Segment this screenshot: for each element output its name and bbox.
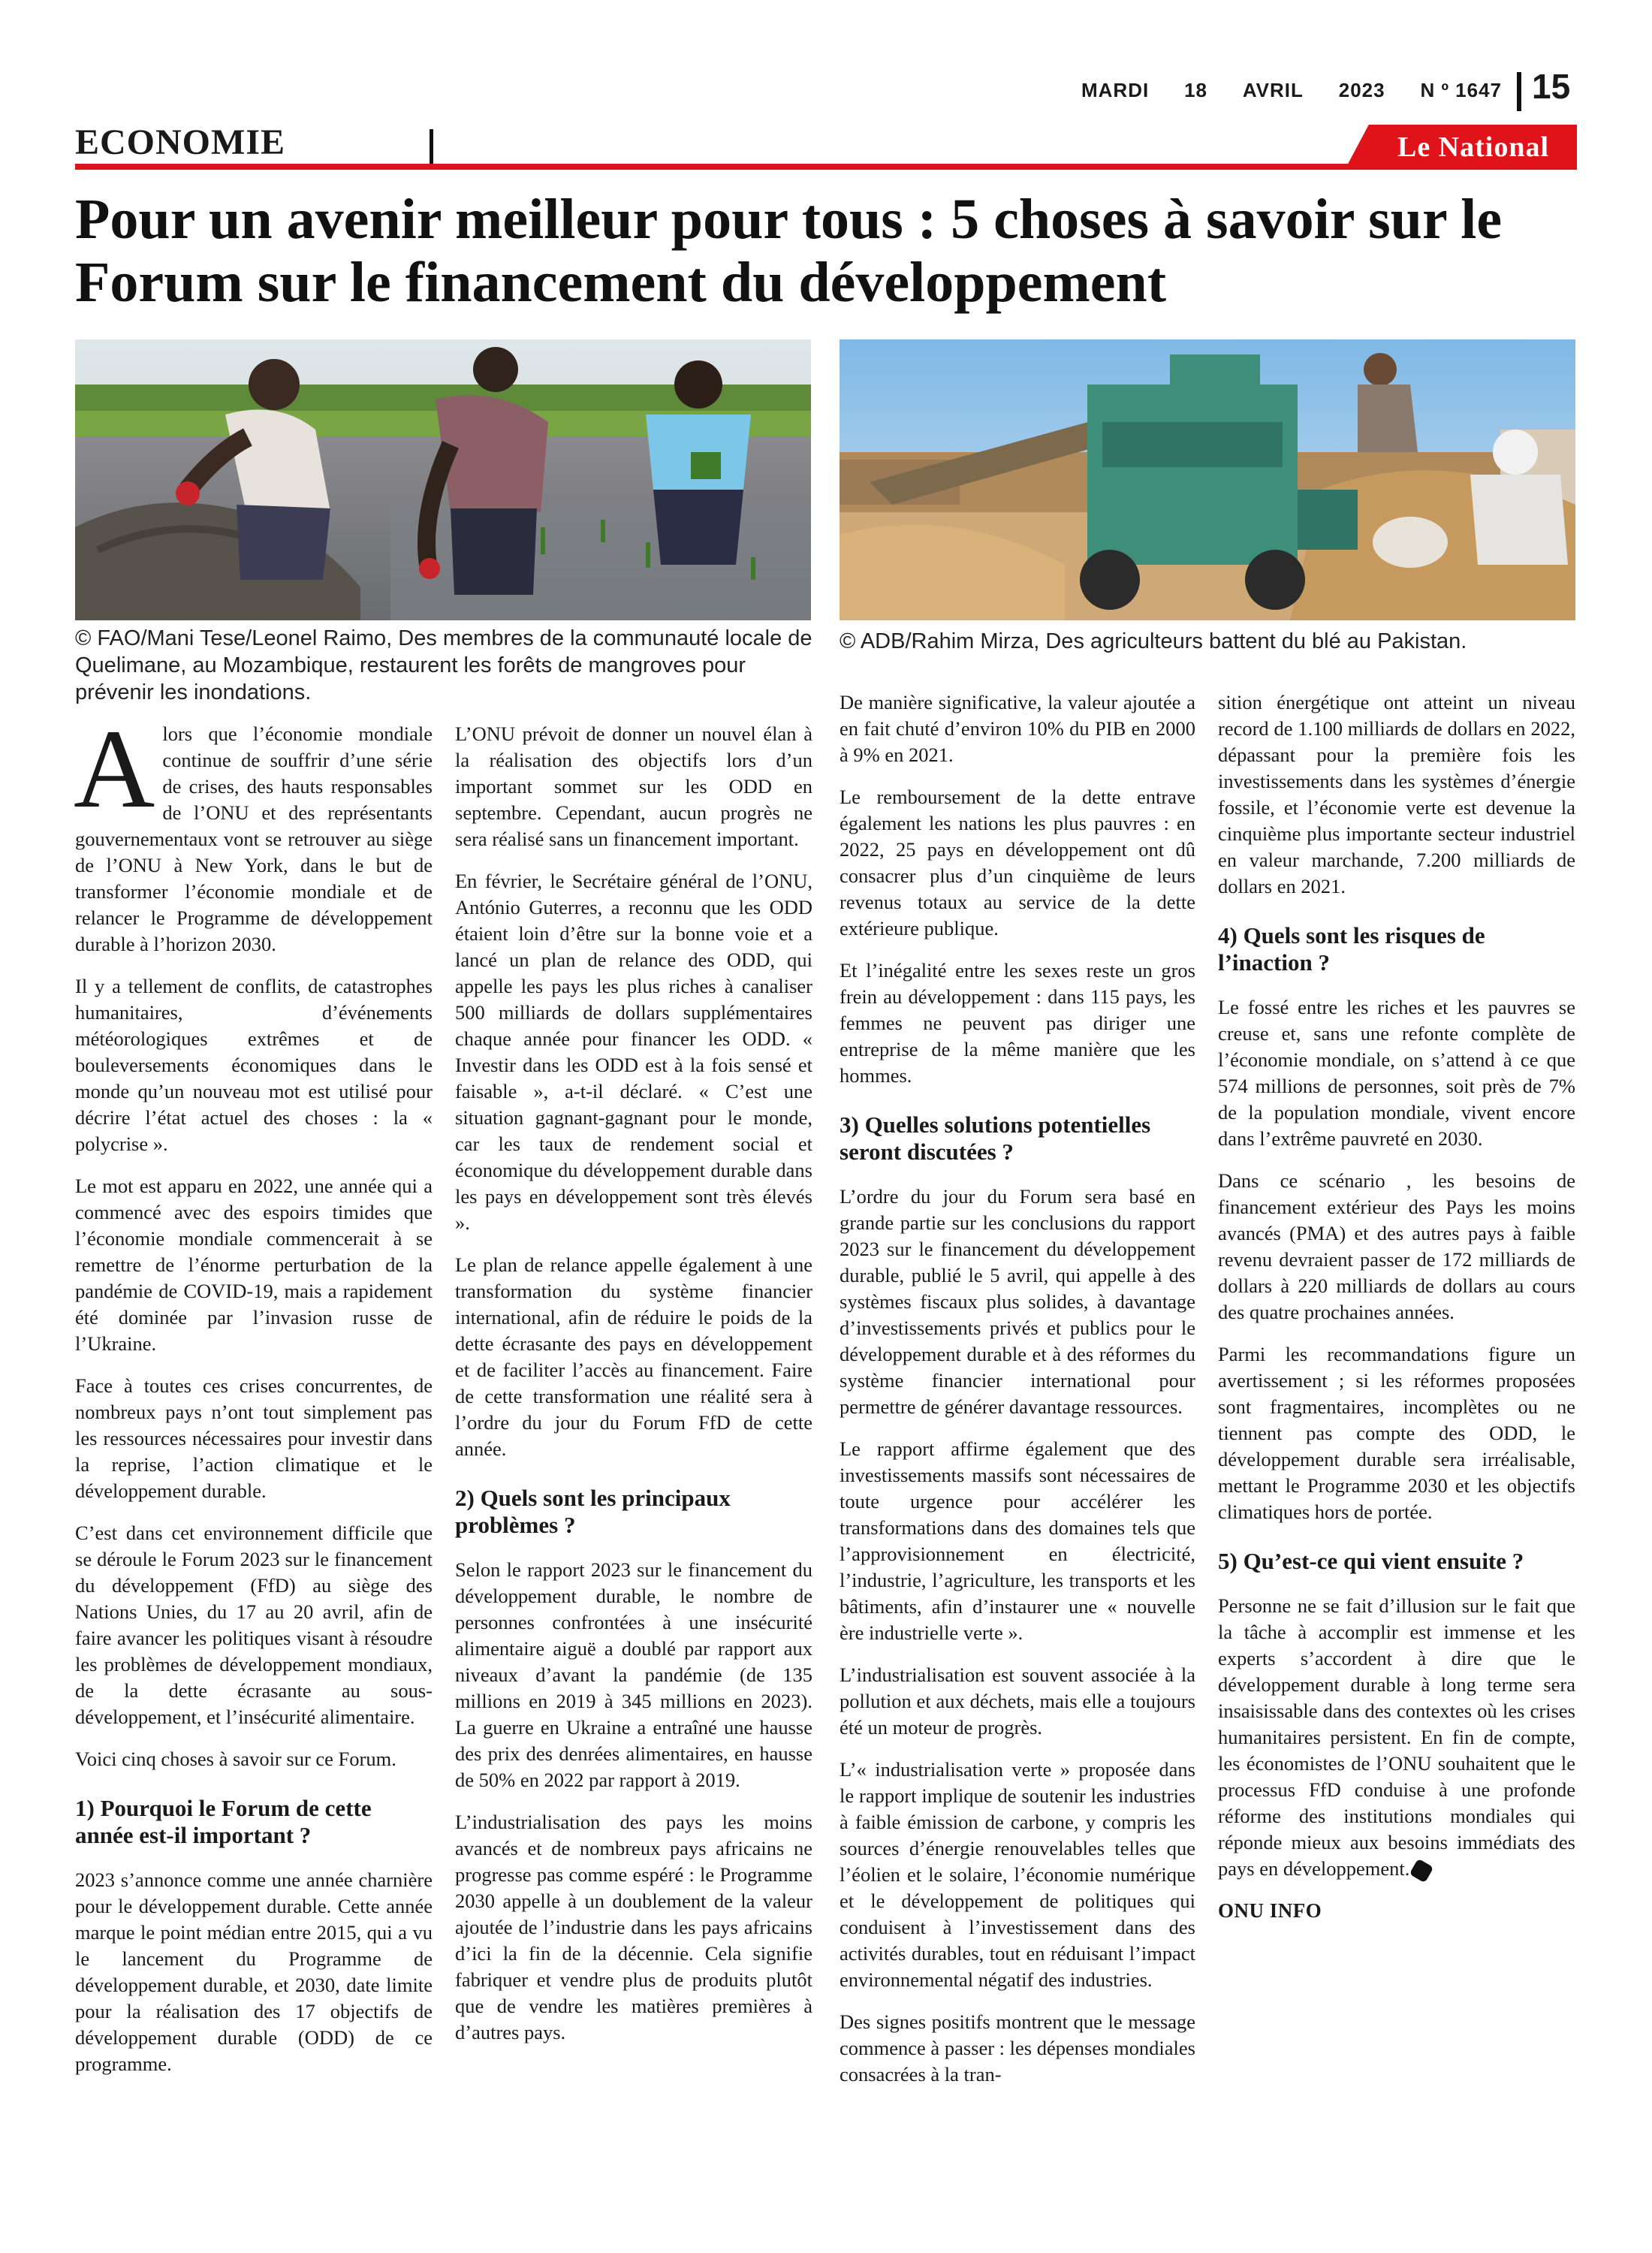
subheading-4: 4) Quels sont les risques de l’inaction ? — [1218, 922, 1485, 976]
article-headline: Pour un avenir meilleur pour tous : 5 choses à savoir sur le Forum sur le financement du développement — [75, 188, 1503, 314]
subheading-2: 2) Quels sont les principaux problèmes ? — [455, 1485, 731, 1538]
article-paragraph: En février, le Secrétaire général de l’ONU, António Guterres, a reconnu que les ODD étaient loin d’être sur la bonne voie et a lancé un plan de relance des ODD, qui appelle les pays les plus riches à canaliser 500 milliards de dollars supplémentaires chaque année pour financer les ODD. « Investir dans les ODD est à la fois sensé et faisable », a-t-il déclaré. « C’est une situation gagnant-gagnant pour le monde, car les taux de rendement social et économique du développement durable dans les pays en développement sont très élevés ». — [455, 870, 812, 1234]
article-column-3 — [840, 689, 1195, 2104]
article-paragraph: Personne ne se fait d’illusion sur le fait que la tâche à accomplir est immense et les experts s’accordent à dire que le développement durable à long terme sera insaisissable dans des contextes où les crises humanitaires persistent. En fin de compte, les économistes de l’ONU souhaitent que le processus FfD conduise à une profonde réforme des institutions mondiales qui réponde mieux aux besoins immédiats des pays en développement. — [1218, 1593, 1575, 1882]
page-number: 15 — [1532, 67, 1571, 106]
article-paragraph: sition énergétique ont atteint un niveau record de 1.100 milliards de dollars en 2022, dépassant pour la première fois les investissements dans les systèmes d’énergie fossile, et l’économie verte est devenue la cinquième plus importante secteur industriel en valeur marchande, 7.200 milliards de dollars en 2021. — [1218, 691, 1575, 897]
section-label: ECONOMIE — [75, 122, 286, 162]
article-paragraph: L’ONU prévoit de donner un nouvel élan à la réalisation des objectifs lors d’un important sommet sur les ODD en septembre. Cependant, aucun progrès ne sera réalisé sans un financement important. — [455, 722, 812, 850]
article-paragraph: Le fossé entre les riches et les pauvres se creuse et, sans une refonte complète de l’économie mondiale, on s’attend à ce que 574 millions de personnes, soit près de 7% de la population mondiale, vivent encore dans l’extrême pauvreté en 2030. — [1218, 996, 1575, 1150]
photo-wheat-threshing — [840, 339, 1575, 620]
issue-date-number: 18 — [1184, 78, 1207, 101]
article-paragraph: L’industrialisation des pays les moins avancés et de nombreux pays africains ne progresse pas comme espéré : le Programme 2030 appelle à un doublement de la valeur ajoutée de l’industrie dans les pays africains d’ici la fin de la décennie. Cela signifie fabriquer et vendre plus de produits plutôt que de vendre les matières premières à d’autres pays. — [455, 1811, 812, 2043]
article-paragraph: C’est dans cet environnement difficile que se déroule le Forum 2023 sur le financement du développement (FfD) au siège des Nations Unies, du 17 au 20 avril, afin de faire avancer les politiques visant à résoudre les problèmes de développement mondiaux, de la dette écrasante au sous-développement, et l’insécurité alimentaire. — [75, 1522, 433, 1728]
article-paragraph: Voici cinq choses à savoir sur ce Forum. — [75, 1748, 396, 1770]
article-column-4 — [1218, 689, 1575, 1940]
issue-info — [1081, 71, 1502, 109]
article-paragraph: Face à toutes ces crises concurrentes, de nombreux pays n’ont tout simplement pas les ressources nécessaires pour investir dans la reprise, l’action climatique et le développement durable. — [75, 1374, 433, 1502]
article-paragraph: Le plan de relance appelle également à une transformation du système financier international, afin de réduire le poids de la dette écrasante des pays en développement et de faciliter l’accès au financement. Faire de cette transformation une réalité sera à l’ordre du jour du Forum FfD de cette année. — [455, 1253, 812, 1460]
article-column-2 — [455, 721, 812, 2061]
article-paragraph: Et l’inégalité entre les sexes reste un gros frein au développement : dans 115 pays, les femmes ne peuvent pas diriger une entreprise de la même manière que les hommes. — [840, 959, 1195, 1087]
article-paragraph: De manière significative, la valeur ajoutée a en fait chuté d’environ 10% du PIB en 2000 à 9% en 2021. — [840, 691, 1195, 766]
drop-cap: A — [74, 707, 155, 831]
article-column-1 — [74, 707, 433, 2093]
article-paragraph: Il y a tellement de conflits, de catastrophes humanitaires, d’événements météorologiques extrêmes et de bouleversements économiques dans le monde qu’un nouveau mot est utilisé pour décrire l’état actuel des choses : la « polycrise ». — [75, 975, 433, 1155]
article-paragraph: L’industrialisation est souvent associée à la pollution et aux déchets, mais elle a toujours été un moteur de progrès. — [840, 1663, 1195, 1739]
article-paragraph: L’« industrialisation verte » proposée dans le rapport implique de soutenir les industries à faible émission de carbone, y compris les sources d’énergie renouvelables telles que l’éolien et le solaire, l’économie numérique et le développement de politiques qui conduisent à l’investissement dans des activités durables, tout en réduisant l’impact environnemental négatif des industries. — [840, 1758, 1195, 1991]
article-paragraph: 2023 s’annonce comme une année charnière pour le développement durable. Cette année marque le point médian entre 2015, qui a vu le lancement du Programme de développement durable, et 2030, date limite pour la réalisation des 17 objectifs de développement durable (ODD) de ce programme. — [75, 1868, 433, 2075]
article-source: ONU INFO — [1218, 1899, 1322, 1922]
article-paragraph: Le mot est apparu en 2022, une année qui a commencé avec des espoirs timides que l’économie mondiale commencerait à se remettre de l’énorme perturbation de la pandémie de COVID-19, mais a rapidement été dominée par l’invasion russe de l’Ukraine. — [75, 1175, 433, 1355]
article-paragraph: Le rapport affirme également que des investissements massifs sont nécessaires de toute urgence pour accélérer les transformations dans des domaines tels que l’approvisionnement en électricité, l’industrie, l’agriculture, les transports et les bâtiments, afin d’instaurer une « nouvelle ère industrielle verte ». — [840, 1437, 1195, 1644]
article-paragraph: Parmi les recommandations figure un avertissement ; si les réformes proposées sont fragmentaires, incomplètes ou ne tiennent pas compte des ODD, le développement durable sera irréalisable, mettant le Programme 2030 et les objectifs climatiques hors de portée. — [1218, 1343, 1575, 1523]
article-paragraph: Alors que l’économie mondiale continue de souffrir d’une série de crises, des hauts responsables de l’ONU et des représentants gouvernementaux vont se retrouver au siège de l’ONU à New York, dans le but de transformer l’économie mondiale et de relancer le Programme de développement durable à l’horizon 2030. — [74, 707, 433, 955]
subheading-3: 3) Quelles solutions potentielles seront discutées ? — [840, 1111, 1151, 1165]
threshing-photo-illustration — [840, 339, 1575, 620]
section-divider — [430, 129, 433, 164]
photo-caption-left: © FAO/Mani Tese/Leonel Raimo, Des membres de la communauté locale de Quelimane, au Mozambique, restaurent les forêts de mangroves pour prévenir les inondations. — [75, 626, 812, 704]
issue-number: N º 1647 — [1420, 78, 1502, 101]
page-number-divider — [1517, 72, 1521, 111]
article-paragraph: Le remboursement de la dette entrave également les nations les plus pauvres : en 2022, 25 pays en développement ont dû consacrer plus d’un cinquième de leurs revenus totaux au service de la dette extérieure publique. — [840, 786, 1195, 940]
subheading-5: 5) Qu’est-ce qui vient ensuite ? — [1218, 1548, 1524, 1574]
article-paragraph: Des signes positifs montrent que le message commence à passer : les dépenses mondiales consacrées à la tran- — [840, 2010, 1195, 2086]
article-paragraph: Selon le rapport 2023 sur le financement du développement durable, le nombre de personnes confrontées à une insécurité alimentaire aiguë a doublé par rapport aux niveaux d’avant la pandémie (de 135 millions en 2019 à 345 millions en 2023). La guerre en Ukraine a entraîné une hausse des prix des denrées alimentaires, en hausse de 50% en 2022 par rapport à 2019. — [455, 1558, 812, 1791]
article-paragraph: Dans ce scénario , les besoins de financement extérieur des Pays les moins avancés (PMA) et des autres pays à faible revenu devraient passer de 172 milliards de dollars à 220 milliards de dollars au cours des quatre prochaines années. — [1218, 1169, 1575, 1323]
issue-day: MARDI — [1081, 78, 1150, 101]
brand-name: Le National — [1397, 131, 1550, 163]
mangrove-photo-illustration — [75, 339, 811, 620]
photo-mangrove-restoration — [75, 339, 811, 620]
issue-year: 2023 — [1338, 78, 1385, 101]
subheading-1: 1) Pourquoi le Forum de cette année est-il important ? — [75, 1795, 372, 1848]
photo-caption-right: © ADB/Rahim Mirza, Des agriculteurs battent du blé au Pakistan. — [840, 629, 1467, 653]
end-of-article-icon — [1409, 1859, 1434, 1884]
article-paragraph: L’ordre du jour du Forum sera basé en grande partie sur les conclusions du rapport 2023 sur le financement du développement durable, publié le 5 avril, qui appelle à des systèmes fiscaux plus solides, à davantage d’investissements privés et publics pour le développement durable et à des réformes du système financier international pour permettre de générer davantage ressources. — [840, 1185, 1195, 1418]
issue-month: AVRIL — [1242, 78, 1304, 101]
